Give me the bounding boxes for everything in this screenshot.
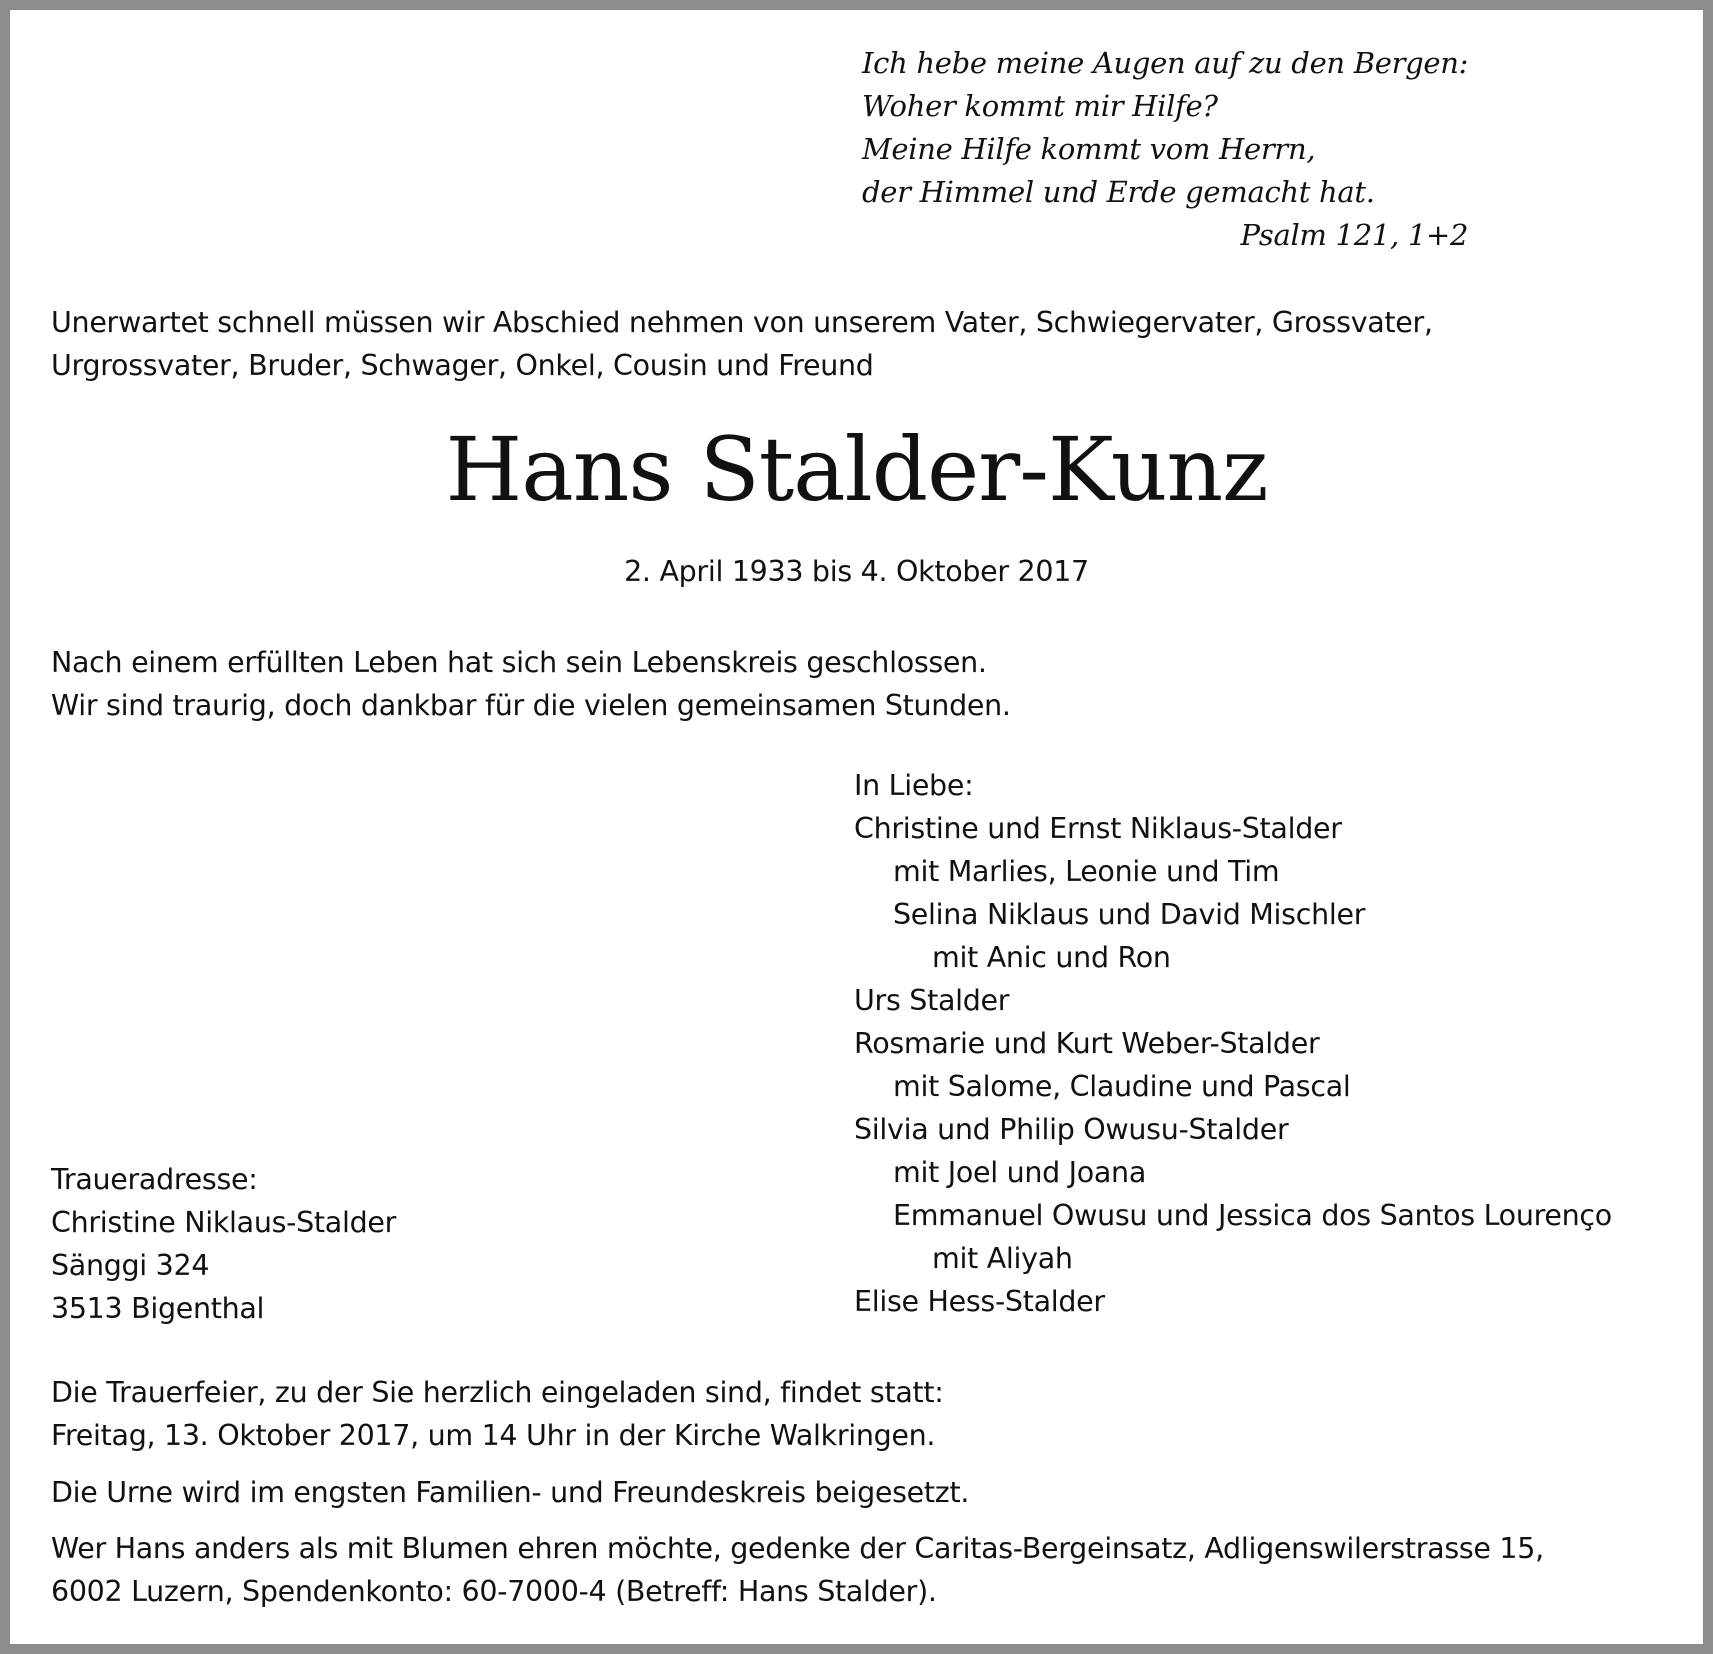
family-heading: In Liebe: bbox=[854, 769, 974, 802]
family-member: Rosmarie und Kurt Weber-Stalder bbox=[854, 1027, 1320, 1060]
urn-note: Die Urne wird im engsten Familien- und Freundeskreis beigesetzt. bbox=[51, 1476, 970, 1509]
service-info bbox=[51, 1371, 1653, 1457]
intro-text bbox=[51, 301, 1653, 387]
family-member: Christine und Ernst Niklaus-Stalder bbox=[854, 812, 1342, 845]
donation-line: 6002 Luzern, Spendenkonto: 60-7000-4 (Betreff: Hans Stalder). bbox=[51, 1575, 937, 1608]
family-member: Elise Hess-Stalder bbox=[854, 1285, 1105, 1318]
family-member: mit Salome, Claudine und Pascal bbox=[893, 1070, 1351, 1103]
closing-line: Wir sind traurig, doch dankbar für die vielen gemeinsamen Stunden. bbox=[51, 689, 1011, 722]
service-line: Die Trauerfeier, zu der Sie herzlich eingeladen sind, findet statt: bbox=[51, 1376, 944, 1409]
verse-line: Meine Hilfe kommt vom Herrn, bbox=[862, 132, 1316, 166]
family-member: Selina Niklaus und David Mischler bbox=[893, 898, 1366, 931]
address-city: 3513 Bigenthal bbox=[51, 1292, 265, 1325]
family-list bbox=[854, 764, 1674, 1323]
family-member: Urs Stalder bbox=[854, 984, 1010, 1017]
family-member: mit Joel und Joana bbox=[893, 1156, 1146, 1189]
verse-line: Woher kommt mir Hilfe? bbox=[862, 89, 1218, 123]
deceased-name: Hans Stalder-Kunz bbox=[445, 418, 1268, 521]
family-member: mit Marlies, Leonie und Tim bbox=[893, 855, 1280, 888]
donation-note bbox=[51, 1527, 1653, 1613]
closing-text bbox=[51, 641, 1653, 727]
service-line: Freitag, 13. Oktober 2017, um 14 Uhr in der Kirche Walkringen. bbox=[51, 1419, 936, 1452]
intro-line: Unerwartet schnell müssen wir Abschied nehmen von unserem Vater, Schwiegervater, Grossvater, bbox=[51, 306, 1433, 339]
verse-line: der Himmel und Erde gemacht hat. bbox=[862, 175, 1375, 209]
closing-line: Nach einem erfüllten Leben hat sich sein Lebenskreis geschlossen. bbox=[51, 646, 987, 679]
life-dates: 2. April 1933 bis 4. Oktober 2017 bbox=[624, 555, 1089, 588]
address-heading: Traueradresse: bbox=[51, 1163, 258, 1196]
address-name: Christine Niklaus-Stalder bbox=[51, 1206, 397, 1239]
donation-line: Wer Hans anders als mit Blumen ehren möchte, gedenke der Caritas-Bergeinsatz, Adligenswilerstrasse 15, bbox=[51, 1532, 1544, 1565]
psalm-verse bbox=[862, 42, 1468, 257]
verse-line: Ich hebe meine Augen auf zu den Bergen: bbox=[862, 46, 1469, 80]
intro-line: Urgrossvater, Bruder, Schwager, Onkel, Cousin und Freund bbox=[51, 349, 874, 382]
mourning-address bbox=[51, 1158, 396, 1330]
family-member: mit Aliyah bbox=[932, 1242, 1073, 1275]
verse-reference: Psalm 121, 1+2 bbox=[1240, 218, 1469, 252]
family-member: mit Anic und Ron bbox=[932, 941, 1171, 974]
address-street: Sänggi 324 bbox=[51, 1249, 210, 1282]
family-member: Emmanuel Owusu und Jessica dos Santos Lourenço bbox=[893, 1199, 1612, 1232]
family-member: Silvia und Philip Owusu-Stalder bbox=[854, 1113, 1289, 1146]
